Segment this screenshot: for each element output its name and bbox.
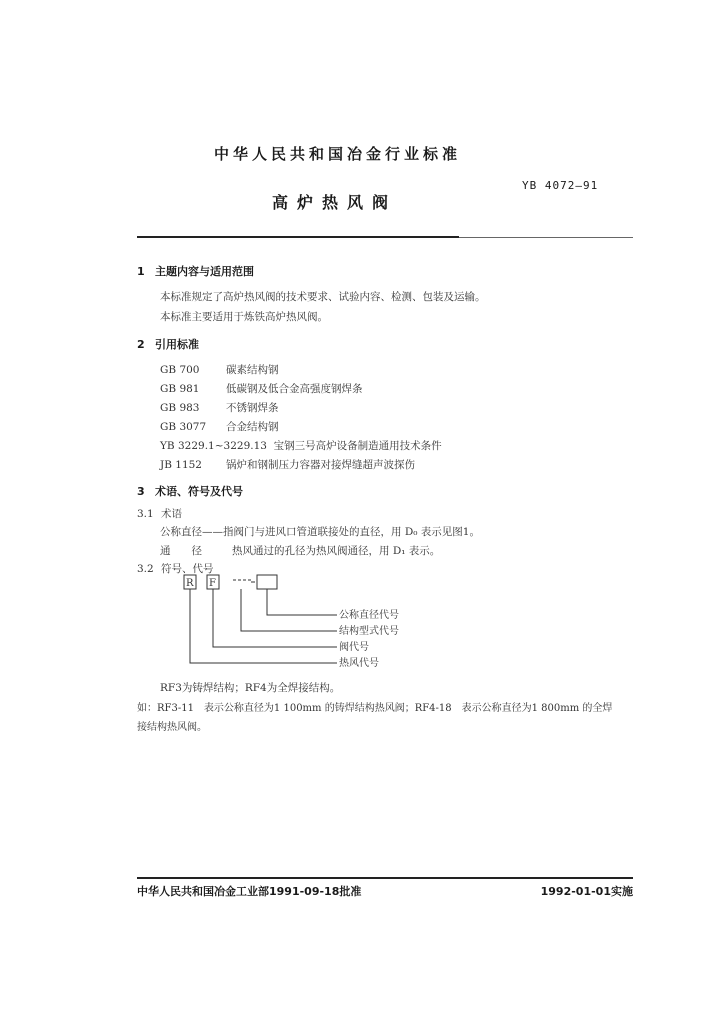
section-title: 引用标准 (155, 338, 199, 351)
approval-statement: 中华人民共和国冶金工业部1991-09-18批准 (137, 885, 362, 898)
leader-hot-blast (190, 589, 337, 663)
label-hot-blast-code: 热风代号 (339, 658, 379, 669)
leader-valve (213, 589, 337, 647)
reference-code: GB 983 (160, 402, 200, 414)
reference-code: GB 981 (160, 383, 200, 395)
reference-item (160, 419, 279, 434)
subsection-number: 3.1 (137, 508, 154, 520)
reference-desc: 碳素结构钢 (226, 364, 279, 376)
subsection-3-1-heading (137, 506, 182, 521)
section-1-heading (137, 263, 254, 279)
reference-code: GB 700 (160, 364, 200, 376)
header-rule-thin (459, 237, 633, 238)
reference-item (160, 381, 363, 396)
term-label: 通 径 (160, 545, 202, 557)
reference-item (160, 400, 279, 415)
code-designation-diagram (137, 570, 437, 675)
section-number: 1 (137, 265, 145, 278)
section-number: 3 (137, 485, 145, 498)
term-nominal-diameter: 公称直径——指阀门与进风口管道联接处的直径，用 D₀ 表示见图1。 (160, 526, 480, 538)
subsection-number: 3.2 (137, 563, 154, 575)
implementation-date: 1992-01-01实施 (540, 885, 633, 898)
section-title: 术语、符号及代号 (155, 485, 243, 498)
label-nominal-diameter-code: 公称直径代号 (339, 610, 399, 621)
section-number: 2 (137, 338, 145, 351)
reference-desc: 低碳钢及低合金高强度钢焊条 (226, 383, 363, 395)
code-box-nominal (257, 575, 277, 589)
example-line: 接结构热风阀。 (137, 722, 207, 733)
reference-desc: 合金结构钢 (226, 421, 279, 433)
reference-desc: 不锈钢焊条 (226, 402, 279, 414)
leader-type (241, 589, 337, 631)
standard-number: YB 4072—91 (522, 179, 599, 192)
section-3-heading (137, 483, 243, 499)
subsection-title: 符号、代号 (161, 563, 214, 575)
footer-rule (137, 877, 633, 879)
reference-code: GB 3077 (160, 421, 207, 433)
code-box-letter: R (186, 578, 194, 589)
section-title: 主题内容与适用范围 (155, 265, 254, 278)
reference-code: JB 1152 (160, 459, 202, 471)
reference-desc: 锅炉和钢制压力容器对接焊缝超声波探伤 (226, 459, 415, 471)
issuing-organization: 中华人民共和国冶金行业标准 (214, 145, 462, 163)
leader-nominal (267, 589, 337, 615)
label-structure-type-code: 结构型式代号 (339, 626, 399, 637)
subsection-title: 术语 (161, 508, 182, 520)
reference-code: YB 3229.1~3229.13 (160, 440, 267, 452)
section-2-heading (137, 336, 199, 352)
structure-note: RF3为铸焊结构；RF4为全焊接结构。 (160, 682, 341, 694)
reference-desc: 宝钢三号高炉设备制造通用技术条件 (273, 440, 442, 452)
code-box-letter: F (209, 578, 216, 589)
term-text: 热风通过的孔径为热风阀通径，用 D₁ 表示。 (232, 545, 441, 557)
example-line: 如：RF3-11 表示公称直径为1 100mm 的铸焊结构热风阀；RF4-18 表示公称直径为1 800mm 的全焊 (137, 703, 613, 714)
paragraph: 本标准主要适用于炼铁高炉热风阀。 (160, 311, 328, 323)
term-bore (160, 543, 440, 558)
label-valve-code: 阀代号 (339, 642, 369, 653)
reference-item (160, 438, 442, 453)
paragraph: 本标准规定了高炉热风阀的技术要求、试验内容、检测、包装及运输。 (160, 291, 486, 303)
reference-item (160, 457, 415, 472)
document-title: 高炉热风阀 (272, 193, 398, 212)
reference-item (160, 362, 279, 377)
header-rule-thick (137, 236, 459, 238)
